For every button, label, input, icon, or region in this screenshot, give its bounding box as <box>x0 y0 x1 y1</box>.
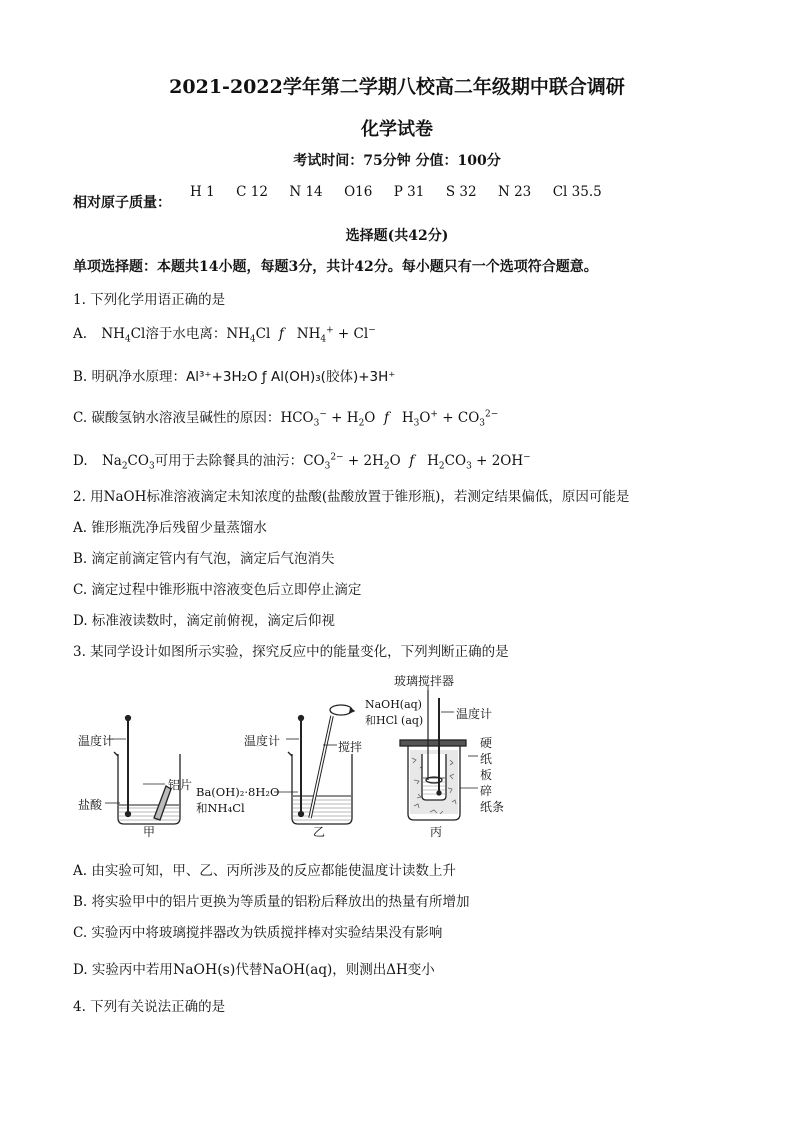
q4-stem: 4. 下列有关说法正确的是 <box>73 999 226 1015</box>
page-title: 2021-2022学年第二学期八校高二年级期中联合调研 <box>169 76 625 98</box>
q2-option-c: C. 滴定过程中锥形瓶中溶液变色后立即停止滴定 <box>73 582 362 598</box>
q3-d-formula-2: NaOH(aq) <box>262 962 333 978</box>
experiment-figure <box>70 668 520 840</box>
q1-option-d: D. $Na_2CO_3$可用于去除餐具的油污：$CO_3^{2-} + 2H_2O$ f $H_2CO_3 + 2OH^-$ <box>73 452 531 472</box>
section-instruction: 单项选择题：本题共14小题，每题3分，共计42分。每小题只有一个选项符合题意。 <box>73 259 598 275</box>
jia-name-label: 甲 <box>143 825 156 839</box>
q3-d-formula-1: NaOH(s) <box>172 962 236 978</box>
q1-d-text: 可用于去除餐具的油污： <box>154 453 304 469</box>
q1-d-prefix: D. <box>73 453 88 469</box>
q1-b-formula: Al³⁺+3H₂O ƒ Al(OH)₃(胶体)+3H⁺ <box>186 369 396 385</box>
q1-b-prefix: B. 明矾净水原理： <box>73 369 187 385</box>
jia-thermometer-label: 温度计 <box>78 734 115 748</box>
experiment-diagram <box>70 668 520 840</box>
yi-reagent-label-1: Ba(OH)₂·8H₂O <box>196 785 280 799</box>
jia-foil-label: 铝片 <box>168 778 193 792</box>
atomic-mass-label: 相对原子质量： <box>73 195 171 211</box>
q3-d-end: ，则测出ΔH变小 <box>332 962 435 978</box>
q1-c-prefix: C. 碳酸氢钠水溶液呈碱性的原因： <box>73 410 281 426</box>
bing-board-label-3: 板 <box>480 768 493 782</box>
jia-acid-label: 盐酸 <box>78 798 103 812</box>
q2-option-d: D. 标准液读数时，滴定前俯视，滴定后仰视 <box>73 613 335 629</box>
yi-name-label: 乙 <box>313 825 326 839</box>
section-title: 选择题(共42分) <box>345 228 449 244</box>
q3-option-d <box>73 958 435 978</box>
q1-a-text: 溶于水电离： <box>145 326 227 342</box>
yi-reagent-label-2: 和NH₄Cl <box>196 801 245 815</box>
q3-option-c: C. 实验丙中将玻璃搅拌器改为铁质搅拌棒对实验结果没有影响 <box>73 925 443 941</box>
q1-a-prefix: A. <box>73 326 88 342</box>
q2-option-a: A. 锥形瓶洗净后残留少量蒸馏水 <box>73 520 267 536</box>
bing-paper-label-1: 碎 <box>480 784 493 798</box>
bing-thermometer-label: 温度计 <box>456 707 493 721</box>
yi-thermometer-label: 温度计 <box>244 734 281 748</box>
q1-option-a: A. $NH_4Cl$溶于水电离：$NH_4Cl$ f $NH_4^+ + Cl^-$ <box>73 325 376 345</box>
bing-paper-label-2: 纸条 <box>480 800 505 814</box>
bing-name-label: 丙 <box>430 825 443 839</box>
exam-info: 考试时间：75分钟 分值：100分 <box>293 153 501 169</box>
bing-board-label-2: 纸 <box>480 752 493 766</box>
q2-stem: 2. 用NaOH标准溶液滴定未知浓度的盐酸(盐酸放置于锥形瓶)，若测定结果偏低，原因可能是 <box>73 489 630 505</box>
bing-stirrer-label: 玻璃搅拌器 <box>394 674 455 688</box>
q3-d-mid: 代替 <box>235 962 263 978</box>
q1-option-c: C. 碳酸氢钠水溶液呈碱性的原因：$HCO_3^- + H_2O$ f $H_3O^+ + CO_3^{2-}$ <box>73 409 499 429</box>
atomic-mass-values: H 1 C 12 N 14 O16 P 31 S 32 N 23 Cl 35.5 <box>190 184 602 200</box>
bing-reagent-label-2: 和HCl (aq) <box>365 714 424 727</box>
q3-d-prefix: D. 实验丙中若用 <box>73 962 173 978</box>
q2-option-b: B. 滴定前滴定管内有气泡，滴定后气泡消失 <box>73 551 335 567</box>
q1-option-b <box>73 365 395 385</box>
bing-board-label-1: 硬 <box>480 736 493 750</box>
q1-stem: 1. 下列化学用语正确的是 <box>73 292 226 308</box>
paper-subtitle: 化学试卷 <box>361 119 433 140</box>
q3-stem: 3. 某同学设计如图所示实验，探究反应中的能量变化，下列判断正确的是 <box>73 644 509 660</box>
bing-reagent-label-1: NaOH(aq) <box>365 698 422 711</box>
beaker-jia <box>114 716 180 825</box>
yi-stir-label: 搅拌 <box>338 740 363 754</box>
beaker-yi <box>288 705 354 824</box>
q3-option-b: B. 将实验甲中的铝片更换为等质量的铝粉后释放出的热量有所增加 <box>73 894 470 910</box>
q3-option-a: A. 由实验可知，甲、乙、丙所涉及的反应都能使温度计读数上升 <box>73 863 456 879</box>
